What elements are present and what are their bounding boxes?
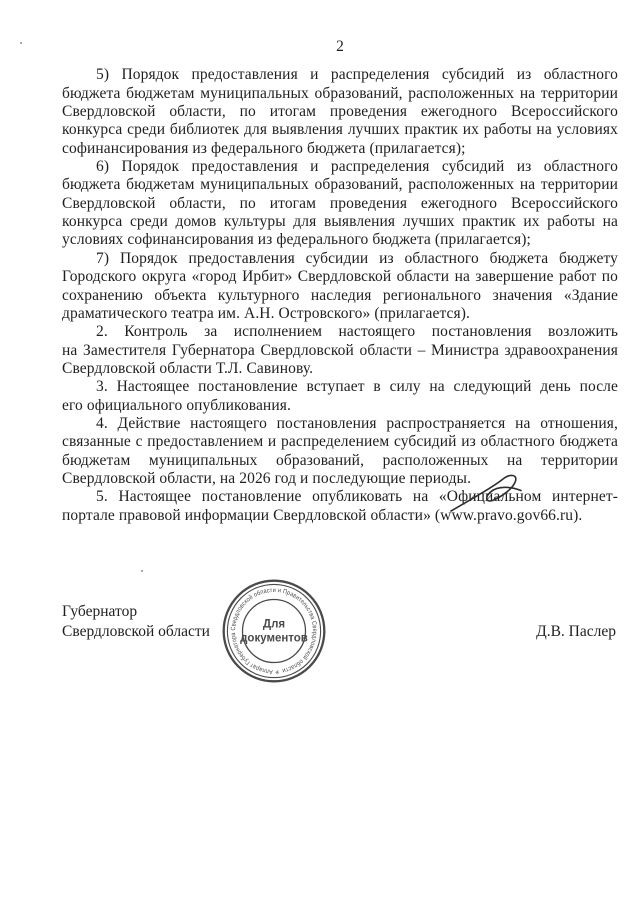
paragraph-line: сохранению объекта культурного наследия регионального значения «Здание: [62, 286, 618, 304]
paragraph-line: 4. Действие настоящего постановления распространяется на отношения,: [96, 414, 618, 432]
paragraph: [62, 250, 618, 323]
paragraph-line: бюджета бюджетам муниципальных образований, расположенных на территории: [62, 84, 618, 102]
signer-title: [62, 602, 210, 642]
signer-title-line1: Губернатор: [62, 603, 138, 620]
paragraph-list: [62, 66, 618, 525]
paragraph-line: на Заместителя Губернатора Свердловской области – Министра здравоохранения: [62, 341, 618, 359]
paragraph-line: 6) Порядок предоставления и распределения субсидий из областного: [96, 158, 618, 176]
stamp-ring-text: ✳ Аппарат Губернатора Свердловской области и Правительства Свердловской области: [229, 586, 319, 676]
signer-name: Д.В. Паслер: [536, 623, 616, 640]
round-stamp-icon: [218, 575, 330, 687]
paragraph: [62, 378, 618, 415]
paragraph-line: связанные с предоставлением и распределением субсидий из областного бюджета: [62, 433, 618, 451]
paragraph-line: 2. Контроль за исполнением настоящего постановления возложить: [96, 323, 618, 341]
stamp-center-line1: Для: [262, 618, 286, 631]
paragraph-line: условиях софинансирования из федерального бюджета (прилагается);: [62, 231, 531, 249]
paragraph-line: бюджета бюджетам муниципальных образований, расположенных на территории: [62, 176, 618, 194]
paragraph-line: его официального опубликования.: [62, 396, 291, 414]
paragraph-line: Городского округа «город Ирбит» Свердловской области на завершение работ по: [62, 268, 618, 286]
scan-speck: [141, 570, 143, 572]
paragraph-line: Свердловской области, по итогам проведения ежегодного Всероссийского: [62, 103, 618, 121]
paragraph-line: драматического театра им. А.Н. Островского» (прилагается).: [62, 304, 470, 322]
page-number: 2: [336, 38, 344, 55]
paragraph-line: Свердловской области, на 2026 год и последующие периоды.: [62, 469, 472, 487]
paragraph: [62, 323, 618, 378]
paragraph-line: 5) Порядок предоставления и распределения субсидий из областного: [96, 66, 618, 84]
paragraph-line: 5. Настоящее постановление опубликовать на «Официальном интернет-: [96, 488, 618, 506]
paragraph-line: 7) Порядок предоставления субсидии из областного бюджета бюджету: [96, 249, 618, 267]
scan-speck: [20, 42, 22, 44]
paragraph: [62, 488, 618, 525]
paragraph-line: бюджетам муниципальных образований, расположенных на территории: [62, 451, 618, 469]
signer-title-line2: Свердловской области: [62, 623, 210, 640]
paragraph-line: Свердловской области Т.Л. Савинову.: [62, 359, 314, 377]
paragraph: [62, 158, 618, 250]
paragraph-line: конкурса среди домов культуры для выявления лучших практик их работы на: [62, 213, 618, 231]
stamp-center-line2: документов: [240, 632, 308, 645]
paragraph-line: Свердловской области, по итогам проведения ежегодного Всероссийского: [62, 194, 618, 212]
document-body: [62, 38, 618, 525]
paragraph-line: 3. Настоящее постановление вступает в силу на следующий день после: [96, 378, 618, 396]
paragraph: [62, 66, 618, 158]
paragraph-line: конкурса среди библиотек для выявления лучших практик их работы на условиях: [62, 121, 618, 139]
paragraph-line: софинансирования из федерального бюджета (прилагается);: [62, 139, 466, 157]
paragraph-line: портале правовой информации Свердловской области» (www.pravo.gov66.ru).: [62, 506, 583, 524]
paragraph: [62, 415, 618, 488]
